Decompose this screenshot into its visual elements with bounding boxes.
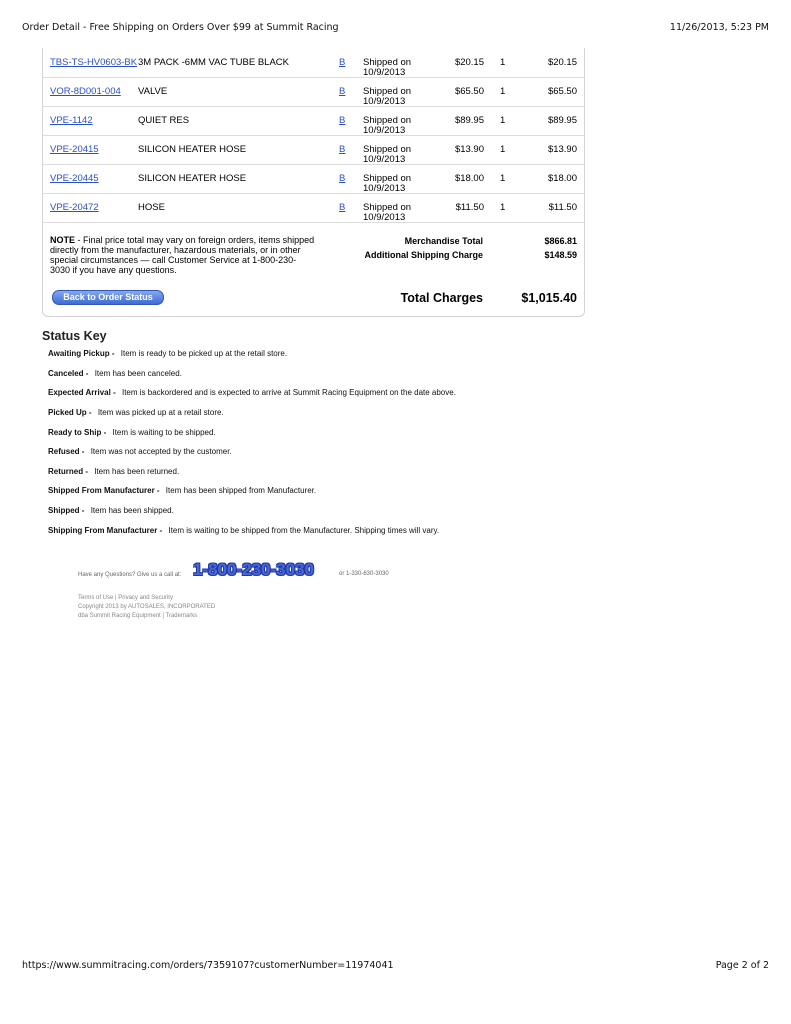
ship-status-line1: Shipped on [363, 144, 412, 155]
item-description: HOSE [138, 202, 165, 213]
total-charges-value: $1,015.40 [521, 291, 577, 305]
ship-status-date: 10/9/2013 [363, 125, 406, 136]
status-code-link[interactable]: B [339, 86, 346, 97]
privacy-link[interactable]: Privacy and Security [118, 595, 173, 601]
print-footer [22, 960, 769, 971]
print-url: https://www.summitracing.com/orders/7359107?customerNumber=11974041 [22, 960, 394, 971]
line-total: $20.15 [547, 57, 577, 68]
ship-status [363, 174, 433, 194]
ship-status-line1: Shipped on [363, 57, 412, 68]
quantity: 1 [500, 86, 506, 97]
line-total: $13.90 [547, 144, 577, 155]
item-description: 3M PACK -6MM VAC TUBE BLACK [138, 57, 289, 68]
ship-status [363, 87, 433, 107]
status-desc: Item is waiting to be shipped. [112, 428, 216, 437]
item-description: QUIET RES [138, 115, 190, 126]
status-term: Refused - [48, 447, 85, 456]
part-number-link[interactable]: VPE-20445 [50, 173, 99, 184]
ship-status [363, 145, 433, 165]
ship-status [363, 58, 433, 78]
questions-text: Have any Questions? Give us a call at: [78, 572, 182, 578]
ship-status-line1: Shipped on [363, 86, 412, 97]
link-separator: | [115, 595, 117, 601]
ship-status-line1: Shipped on [363, 173, 412, 184]
line-total: $11.50 [548, 202, 577, 213]
footer-links [78, 594, 173, 602]
status-code-link[interactable]: B [339, 115, 346, 126]
part-number-link[interactable]: VPE-20415 [50, 144, 99, 155]
ship-status [363, 203, 433, 223]
status-desc: Item has been shipped. [90, 506, 174, 515]
status-key-item [48, 447, 232, 456]
status-key-item [48, 526, 439, 535]
line-total: $65.50 [547, 86, 577, 97]
ship-status-line1: Shipped on [363, 115, 412, 126]
unit-price: $18.00 [454, 173, 484, 184]
ship-status-date: 10/9/2013 [363, 67, 406, 78]
table-row [43, 48, 584, 78]
merchandise-total-label: Merchandise Total [404, 236, 483, 246]
merchandise-total-value: $866.81 [544, 236, 577, 246]
status-term: Canceled - [48, 369, 89, 378]
status-term: Awaiting Pickup - [48, 349, 115, 358]
status-term: Shipped From Manufacturer - [48, 486, 160, 495]
pricing-note [50, 235, 315, 275]
status-desc: Item was picked up at a retail store. [97, 408, 224, 417]
print-header [22, 22, 769, 33]
status-key-item [48, 388, 456, 397]
ship-status [363, 116, 433, 136]
table-row [43, 135, 584, 165]
status-code-link[interactable]: B [339, 144, 346, 155]
status-term: Picked Up - [48, 408, 92, 417]
quantity: 1 [500, 115, 506, 126]
unit-price: $65.50 [454, 86, 484, 97]
copyright-text: Copyright 2013 by AUTOSALES, INCORPORATED [78, 604, 216, 610]
status-key-item [48, 486, 316, 495]
alt-phone: or 1-330-630-3030 [339, 571, 389, 577]
print-page-number: Page 2 of 2 [715, 960, 769, 971]
part-number-link[interactable]: TBS-TS-HV0603-BK [50, 57, 138, 68]
trademarks-link[interactable]: Trademarks [165, 613, 198, 619]
note-label: NOTE [50, 235, 76, 245]
ship-status-date: 10/9/2013 [363, 154, 406, 165]
item-description: VALVE [138, 86, 168, 97]
status-key-item [48, 369, 182, 378]
status-desc: Item is ready to be picked up at the retail store. [120, 349, 288, 358]
ship-status-line1: Shipped on [363, 202, 412, 213]
terms-of-use-link[interactable]: Terms of Use [78, 595, 114, 601]
unit-price: $20.15 [454, 57, 484, 68]
quantity: 1 [500, 202, 506, 213]
shipping-charge-value: $148.59 [544, 250, 577, 260]
status-code-link[interactable]: B [339, 173, 346, 184]
part-number-link[interactable]: VOR-8D001-004 [50, 86, 121, 97]
status-term: Ready to Ship - [48, 428, 107, 437]
table-row [43, 77, 584, 107]
line-total: $89.95 [547, 115, 577, 126]
status-key-item [48, 428, 216, 437]
item-description: SILICON HEATER HOSE [138, 144, 247, 155]
table-row [43, 164, 584, 194]
status-code-link[interactable]: B [339, 202, 346, 213]
status-term: Expected Arrival - [48, 388, 116, 397]
order-items-table [42, 48, 585, 317]
unit-price: $13.90 [454, 144, 484, 155]
back-to-order-status-button[interactable]: Back to Order Status [52, 290, 164, 305]
status-desc: Item has been canceled. [94, 369, 182, 378]
status-term: Shipping From Manufacturer - [48, 526, 163, 535]
status-desc: Item has been returned. [94, 467, 180, 476]
quantity: 1 [500, 173, 506, 184]
status-desc: Item is backordered and is expected to arrive at Summit Racing Equipment on the date above. [121, 388, 456, 397]
status-code-link[interactable]: B [339, 57, 346, 68]
link-separator: | [162, 613, 164, 619]
status-term: Shipped - [48, 506, 85, 515]
ship-status-date: 10/9/2013 [363, 183, 406, 194]
table-row [43, 193, 584, 223]
unit-price: $11.50 [455, 202, 484, 213]
part-number-link[interactable]: VPE-1142 [50, 115, 93, 126]
dba-line [78, 612, 197, 620]
ship-status-date: 10/9/2013 [363, 96, 406, 107]
print-page-title: Order Detail - Free Shipping on Orders Over $99 at Summit Racing [22, 22, 339, 33]
status-key-item [48, 349, 287, 358]
status-key-item [48, 506, 174, 515]
item-description: SILICON HEATER HOSE [138, 173, 247, 184]
line-total: $18.00 [547, 173, 577, 184]
part-number-link[interactable]: VPE-20472 [50, 202, 99, 213]
status-desc: Item has been shipped from Manufacturer. [165, 486, 317, 495]
shipping-charge-label: Additional Shipping Charge [364, 250, 483, 260]
print-datetime: 11/26/2013, 5:23 PM [669, 22, 769, 33]
customer-service-phone[interactable]: 1-800-230-3030 [193, 560, 314, 579]
status-desc: Item was not accepted by the customer. [90, 447, 232, 456]
total-charges-label: Total Charges [400, 291, 483, 305]
status-desc: Item is waiting to be shipped from the Manufacturer. Shipping times will vary. [168, 526, 440, 535]
ship-status-date: 10/9/2013 [363, 212, 406, 223]
quantity: 1 [500, 57, 506, 68]
note-text: - Final price total may vary on foreign orders, items shipped directly from the manufacturer, hazardous materials, or in other special circumstances — call Customer Service at 1-800-230-3030 if you have any questions. [50, 235, 315, 275]
table-row [43, 106, 584, 136]
status-key-item [48, 408, 224, 417]
status-key-item [48, 467, 179, 476]
unit-price: $89.95 [454, 115, 484, 126]
dba-text: dba Summit Racing Equipment [78, 613, 161, 619]
status-term: Returned - [48, 467, 88, 476]
status-key-title: Status Key [42, 329, 107, 343]
quantity: 1 [500, 144, 506, 155]
